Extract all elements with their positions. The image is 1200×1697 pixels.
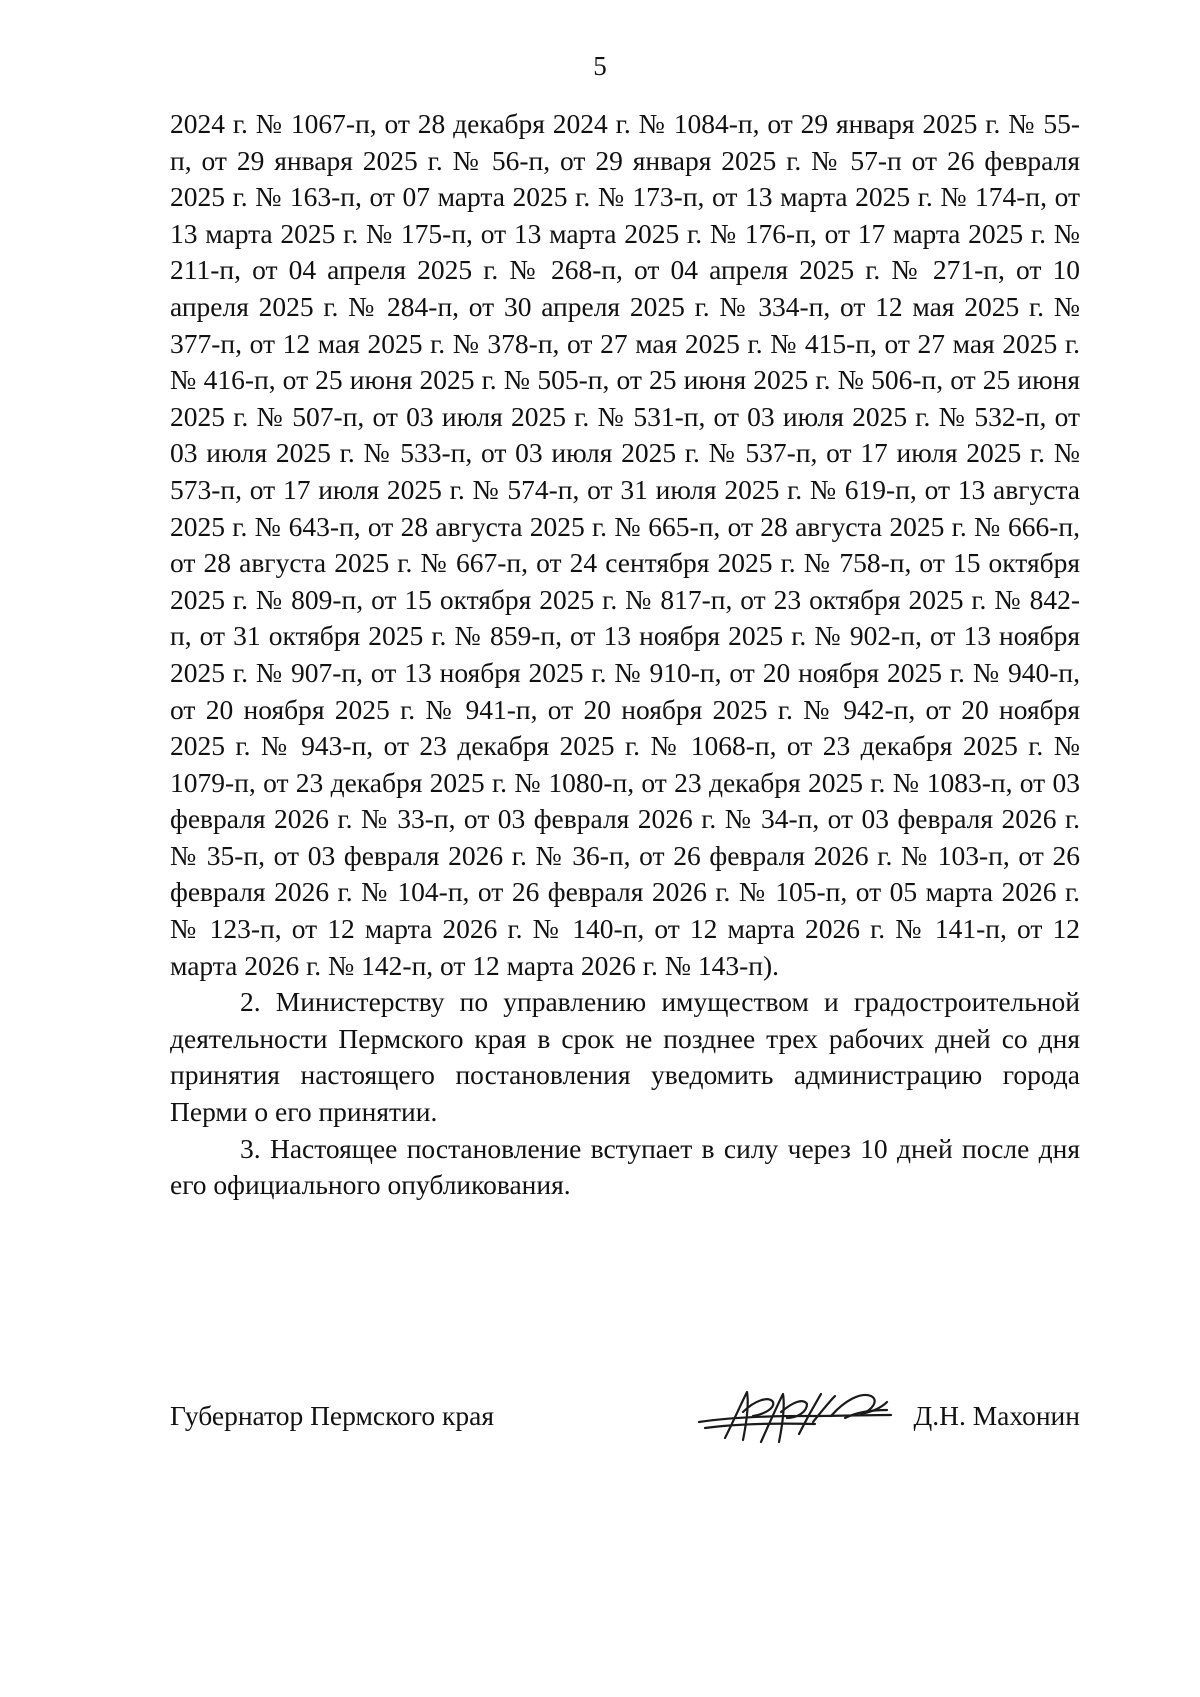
signatory-name: Д.Н. Махонин [913, 1400, 1080, 1431]
signature-block [170, 1398, 1080, 1458]
handwritten-signature [695, 1382, 900, 1448]
paragraph-continuation: 2024 г. № 1067-п, от 28 декабря 2024 г. № 1084-п, от 29 января 2025 г. № 55-п, от 29 января 2025 г. № 56-п, от 29 января 2025 г. № 57-п от 26 февраля 2025 г. № 163-п, от 07 марта 2025 г. № 173-п, от 13 марта 2025 г. № 174-п, от 13 марта 2025 г. № 175-п, от 13 марта 2025 г. № 176-п, от 17 марта 2025 г. № 211-п, от 04 апреля 2025 г. № 268-п, от 04 апреля 2025 г. № 271-п, от 10 апреля 2025 г. № 284-п, от 30 апреля 2025 г. № 334-п, от 12 мая 2025 г. № 377-п, от 12 мая 2025 г. № 378-п, от 27 мая 2025 г. № 415-п, от 27 мая 2025 г. № 416-п, от 25 июня 2025 г. № 505-п, от 25 июня 2025 г. № 506-п, от 25 июня 2025 г. № 507-п, от 03 июля 2025 г. № 531-п, от 03 июля 2025 г. № 532-п, от 03 июля 2025 г. № 533-п, от 03 июля 2025 г. № 537-п, от 17 июля 2025 г. № 573-п, от 17 июля 2025 г. № 574-п, от 31 июля 2025 г. № 619-п, от 13 августа 2025 г. № 643-п, от 28 августа 2025 г. № 665-п, от 28 августа 2025 г. № 666-п, от 28 августа 2025 г. № 667-п, от 24 сентября 2025 г. № 758-п, от 15 октября 2025 г. № 809-п, от 15 октября 2025 г. № 817-п, от 23 октября 2025 г. № 842-п, от 31 октября 2025 г. № 859-п, от 13 ноября 2025 г. № 902-п, от 13 ноября 2025 г. № 907-п, от 13 ноября 2025 г. № 910-п, от 20 ноября 2025 г. № 940-п, от 20 ноября 2025 г. № 941-п, от 20 ноября 2025 г. № 942-п, от 20 ноября 2025 г. № 943-п, от 23 декабря 2025 г. № 1068-п, от 23 декабря 2025 г. № 1079-п, от 23 декабря 2025 г. № 1080-п, от 23 декабря 2025 г. № 1083-п, от 03 февраля 2026 г. № 33-п, от 03 февраля 2026 г. № 34-п, от 03 февраля 2026 г. № 35-п, от 03 февраля 2026 г. № 36-п, от 26 февраля 2026 г. № 103-п, от 26 февраля 2026 г. № 104-п, от 26 февраля 2026 г. № 105-п, от 05 марта 2026 г. № 123-п, от 12 марта 2026 г. № 140-п, от 12 марта 2026 г. № 141-п, от 12 марта 2026 г. № 142-п, от 12 марта 2026 г. № 143-п). [170, 108, 1080, 981]
signatory-position: Губернатор Пермского края [170, 1400, 494, 1431]
page-number: 5 [593, 51, 607, 81]
paragraph-2: 2. Министерству по управлению имуществом и градостроительной деятельности Пермского края в срок не позднее трех рабочих дней со дня принятия настоящего постановления уведомить администрацию города Перми о его принятии. [170, 986, 1080, 1128]
paragraph-3: 3. Настоящее постановление вступает в силу через 10 дней после дня его официального опубликования. [170, 1132, 1080, 1201]
document-body [170, 106, 1080, 1204]
